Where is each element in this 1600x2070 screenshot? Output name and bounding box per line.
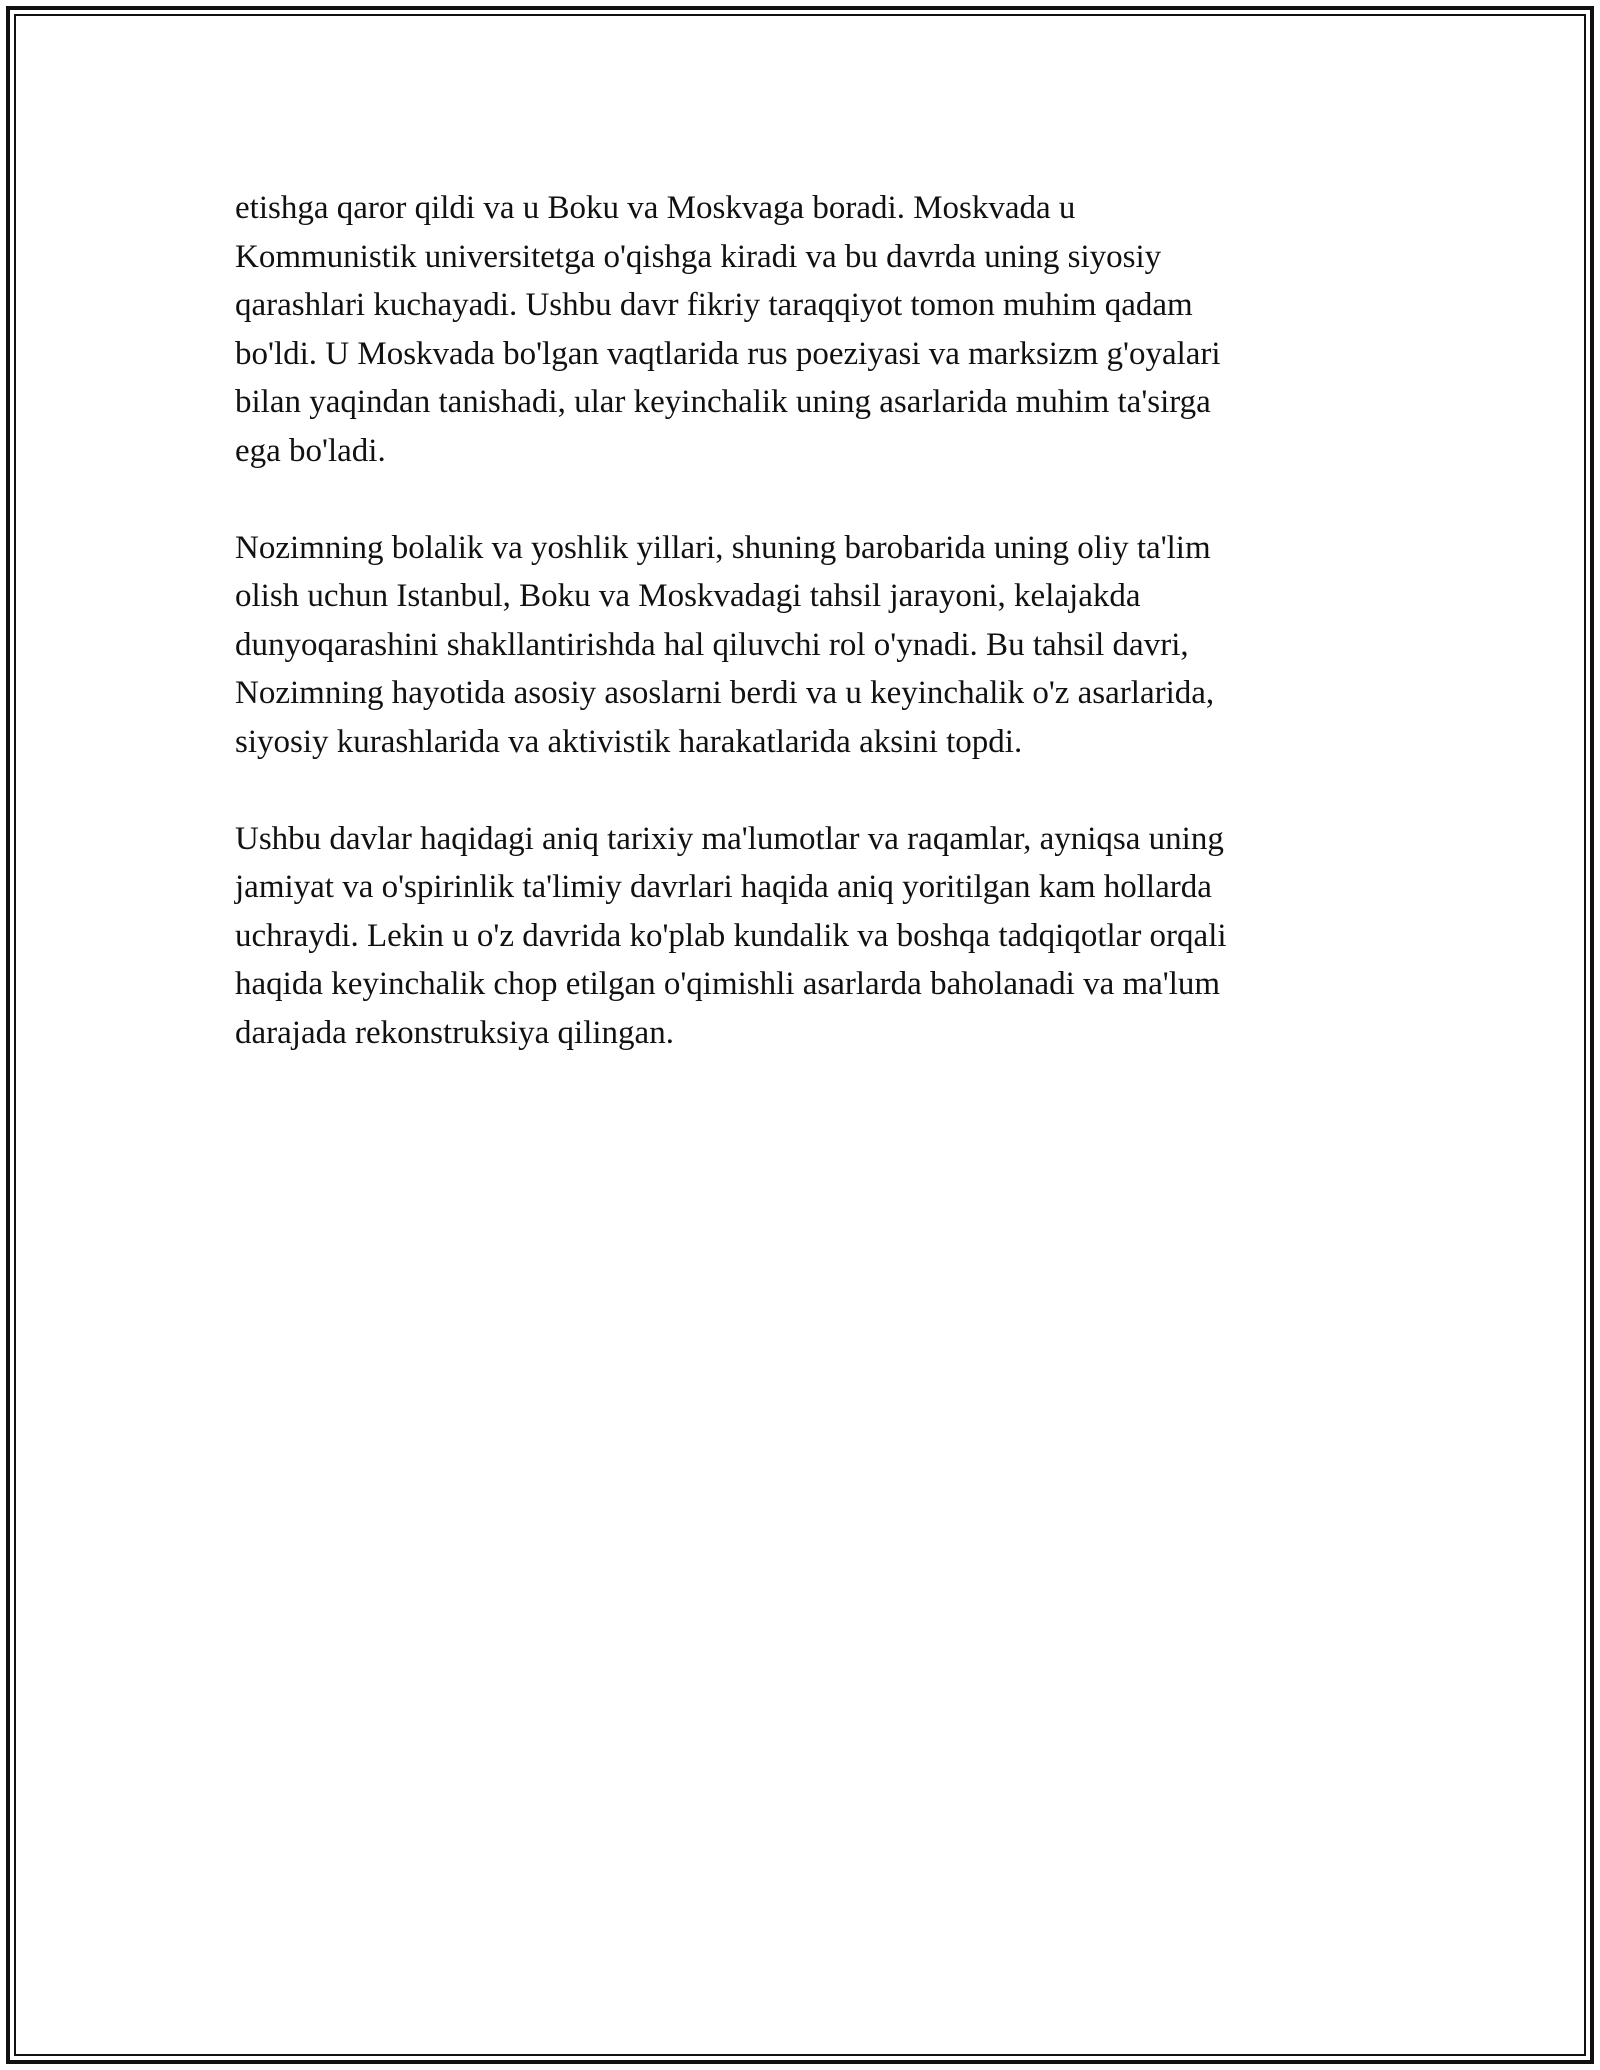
paragraph-1: etishga qaror qildi va u Boku va Moskvaga boradi. Moskvada u Kommunistik universitetga o'qishga kiradi va bu davrda uning siyosiy qarashlari kuchayadi. Ushbu davr fikriy taraqqiyot tomon muhim qadam bo'ldi. U Moskvada bo'lgan vaqtlarida rus poeziyasi va marksizm g'oyalari bilan yaqindan tanishadi, ular keyinchalik uning asarlarida muhim ta'sirga ega bo'ladi. — [235, 190, 1221, 469]
paragraph-3: Ushbu davlar haqidagi aniq tarixiy ma'lumotlar va raqamlar, ayniqsa uning jamiyat va o'spirinlik ta'limiy davrlari haqida aniq yoritilgan kam hollarda uchraydi. Lekin u o'z davrida ko'plab kundalik va boshqa tadqiqotlar orqali haqida keyinchalik chop etilgan o'qimishli asarlarda baholanadi va ma'lum darajada rekonstruksiya qilingan. — [235, 820, 1227, 1051]
document-body — [235, 184, 1365, 1106]
paragraph-2: Nozimning bolalik va yoshlik yillari, shuning barobarida uning oliy ta'lim olish uchun Istanbul, Boku va Moskvadagi tahsil jarayoni, kelajakda dunyoqarashini shakllantirishda hal qiluvchi rol o'ynadi. Bu tahsil davri, Nozimning hayotida asosiy asoslarni berdi va u keyinchalik o'z asarlarida, siyosiy kurashlarida va aktivistik harakatlarida aksini topdi. — [235, 529, 1215, 760]
